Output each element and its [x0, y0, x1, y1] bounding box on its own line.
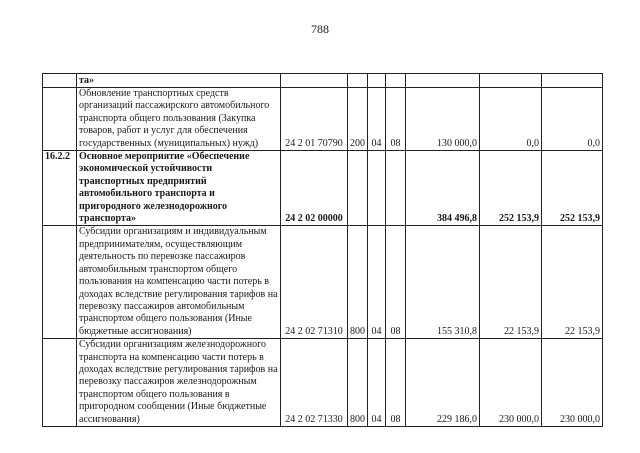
row-csr-code: 24 2 02 71330	[281, 339, 348, 427]
row-description: Субсидии организациям и индивидуальным предпринимателям, осуществляющим деятельность по перевозке пассажиров автомобильным транспортом общего пользования на компенсацию части потерь в доходах вследствие регулирования тарифов на перевозку пассажиров автомобильным транспортом общего пользования (Иные бюджетные ассигнования)	[77, 226, 281, 339]
table-row	[43, 339, 603, 427]
row-pr-code: 08	[386, 88, 406, 151]
row-vr-code: 800	[348, 339, 368, 427]
row-sum-year-1: 130 000,0	[406, 88, 480, 151]
row-sum-year-1: 155 310,8	[406, 226, 480, 339]
row-number: 16.2.2	[43, 151, 77, 226]
row-pr-code	[386, 74, 406, 88]
row-pr-code	[386, 151, 406, 226]
row-sum-year-1: 229 186,0	[406, 339, 480, 427]
row-sum-year-2: 0,0	[480, 88, 542, 151]
row-vr-code: 800	[348, 226, 368, 339]
row-sum-year-2	[480, 74, 542, 88]
row-vr-code: 200	[348, 88, 368, 151]
budget-table	[42, 73, 603, 427]
row-vr-code	[348, 74, 368, 88]
row-csr-code: 24 2 02 00000	[281, 151, 348, 226]
row-rz-code: 04	[368, 339, 386, 427]
row-description: Субсидии организациям железнодорожного транспорта на компенсацию части потерь в доходах вследствие регулирования тарифов на перевозку пассажиров железнодорожным транспортом общего пользования в пригородном сообщении (Иные бюджетные ассигнования)	[77, 339, 281, 427]
row-number	[43, 339, 77, 427]
row-sum-year-3	[542, 74, 603, 88]
row-rz-code	[368, 74, 386, 88]
row-sum-year-3: 230 000,0	[542, 339, 603, 427]
row-csr-code: 24 2 01 70790	[281, 88, 348, 151]
row-sum-year-2: 252 153,9	[480, 151, 542, 226]
row-sum-year-1: 384 496,8	[406, 151, 480, 226]
row-csr-code: 24 2 02 71310	[281, 226, 348, 339]
row-description: Обновление транспортных средств организаций пассажирского автомобильного транспорта общего пользования (Закупка товаров, работ и услуг для обеспечения государственных (муниципальных) нужд)	[77, 88, 281, 151]
row-sum-year-3: 252 153,9	[542, 151, 603, 226]
row-sum-year-2: 22 153,9	[480, 226, 542, 339]
table-row	[43, 88, 603, 151]
table-row	[43, 226, 603, 339]
row-csr-code	[281, 74, 348, 88]
row-rz-code: 04	[368, 88, 386, 151]
row-number	[43, 74, 77, 88]
row-sum-year-3: 22 153,9	[542, 226, 603, 339]
row-sum-year-2: 230 000,0	[480, 339, 542, 427]
row-number	[43, 88, 77, 151]
row-pr-code: 08	[386, 226, 406, 339]
row-sum-year-3: 0,0	[542, 88, 603, 151]
row-sum-year-1	[406, 74, 480, 88]
row-description: та»	[77, 74, 281, 88]
row-rz-code: 04	[368, 226, 386, 339]
table-row	[43, 151, 603, 226]
row-vr-code	[348, 151, 368, 226]
page-number: 788	[311, 22, 329, 36]
row-pr-code: 08	[386, 339, 406, 427]
row-rz-code	[368, 151, 386, 226]
table-row	[43, 74, 603, 88]
row-description: Основное мероприятие «Обеспечение экономической устойчивости транспортных предприятий автомобильного транспорта и пригородного железнодорожного транспорта»	[77, 151, 281, 226]
row-number	[43, 226, 77, 339]
